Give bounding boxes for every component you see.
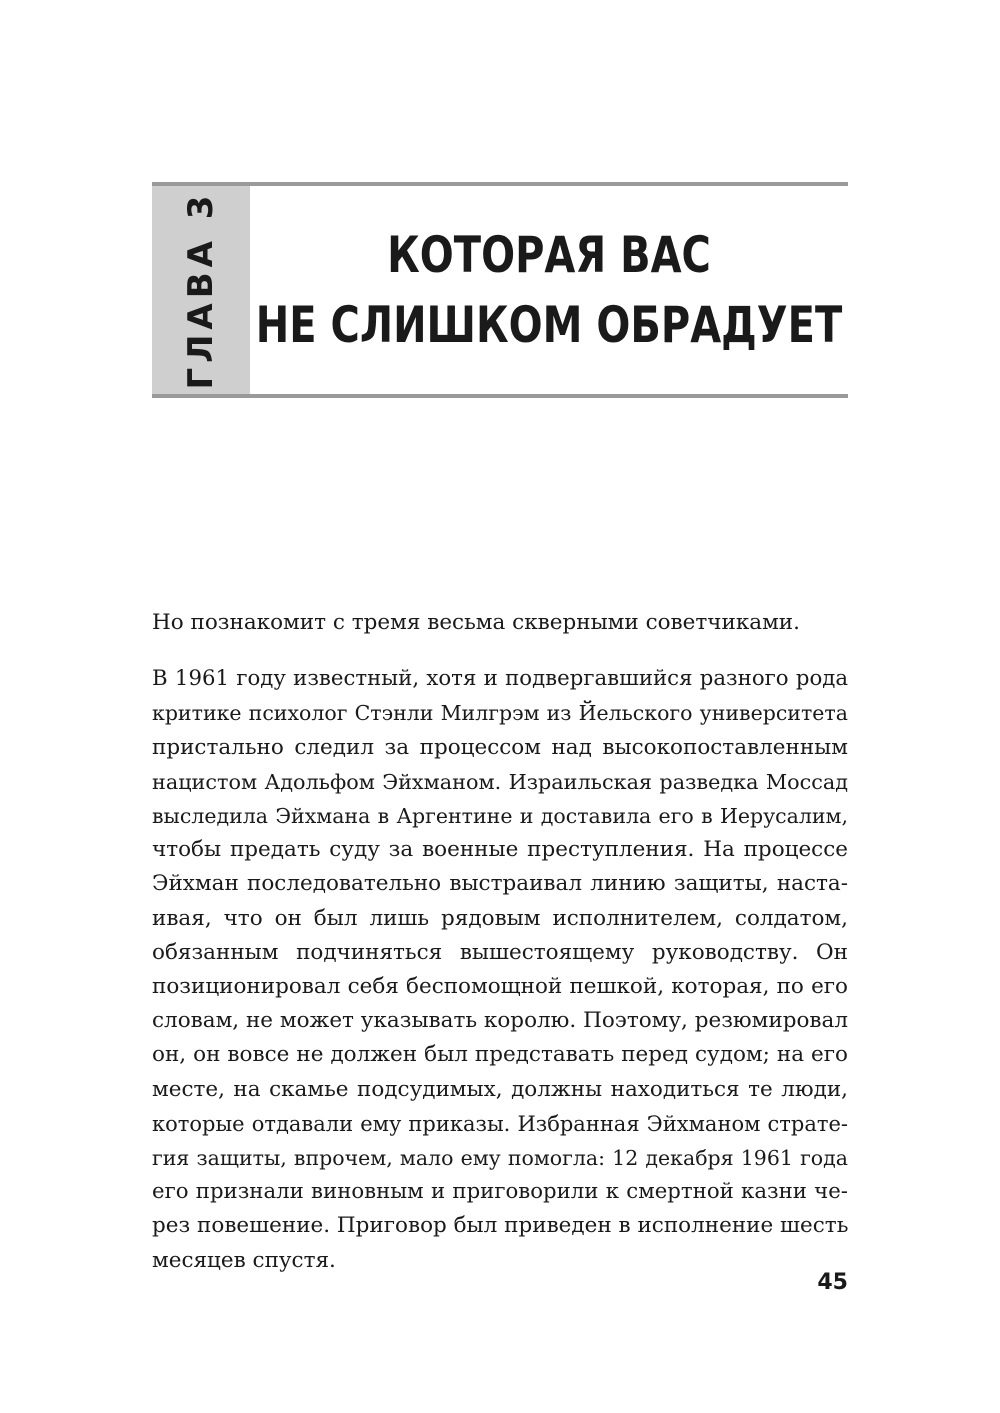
paragraph-line: пристально следил за процессом над высокопоставленным (152, 734, 848, 760)
chapter-title-line-2: НЕ СЛИШКОМ ОБРАДУЕТ (255, 296, 843, 354)
paragraph-line: словам, не может указывать королю. Поэтому, резюмировал (152, 1008, 848, 1034)
paragraph-line: которые отдавали ему приказы. Избранная Эйхманом страте- (152, 1111, 848, 1136)
paragraph-line: обязанным подчиняться вышестоящему руководству. Он (152, 939, 848, 965)
chapter-title-line-1: КОТОРАЯ ВАС (387, 226, 711, 284)
paragraph-line: он, он вовсе не должен был представать перед судом; на его (152, 1042, 848, 1068)
paragraph-line: его признали виновным и приговорили к смертной казни че- (152, 1179, 848, 1205)
paragraph-line: гия защиты, впрочем, мало ему помогла: 12 декабря 1961 года (152, 1146, 848, 1171)
paragraph-line: ивая, что он был лишь рядовым исполнителем, солдатом, (152, 905, 848, 931)
paragraph-line: В 1961 году известный, хотя и подвергавшийся разного рода (152, 666, 848, 692)
paragraph-line: позиционировал себя беспомощной пешкой, которая, по его (152, 974, 848, 1000)
paragraph-line: месяцев спустя. (152, 1247, 336, 1273)
chapter-title (255, 186, 843, 394)
paragraph-line: Эйхман последовательно выстраивал линию защиты, наста- (152, 871, 848, 897)
paragraph-line: рез повешение. Приговор был приведен в исполнение шесть (152, 1213, 848, 1239)
paragraph-line: критике психолог Стэнли Милгрэм из Йельского университета (152, 701, 848, 726)
chapter-label: ГЛАВА 3 (181, 190, 221, 390)
body-text (152, 606, 848, 1278)
page-number: 45 (817, 1270, 848, 1295)
paragraph-line: месте, на скамье подсудимых, должны находиться те люди, (152, 1076, 848, 1102)
chapter-header-bottom-rule (152, 394, 848, 398)
chapter-label-box (152, 186, 250, 394)
paragraph-line: чтобы предать суду за военные преступления. На процессе (152, 837, 848, 863)
main-paragraph (152, 662, 848, 1278)
paragraph-line: нацистом Адольфом Эйхманом. Израильская разведка Моссад (152, 769, 848, 794)
chapter-header (152, 182, 848, 398)
intro-paragraph: Но познакомит с тремя весьма скверными советчиками. (152, 610, 800, 635)
paragraph-line: выследила Эйхмана в Аргентине и доставила его в Иерусалим, (152, 804, 848, 829)
